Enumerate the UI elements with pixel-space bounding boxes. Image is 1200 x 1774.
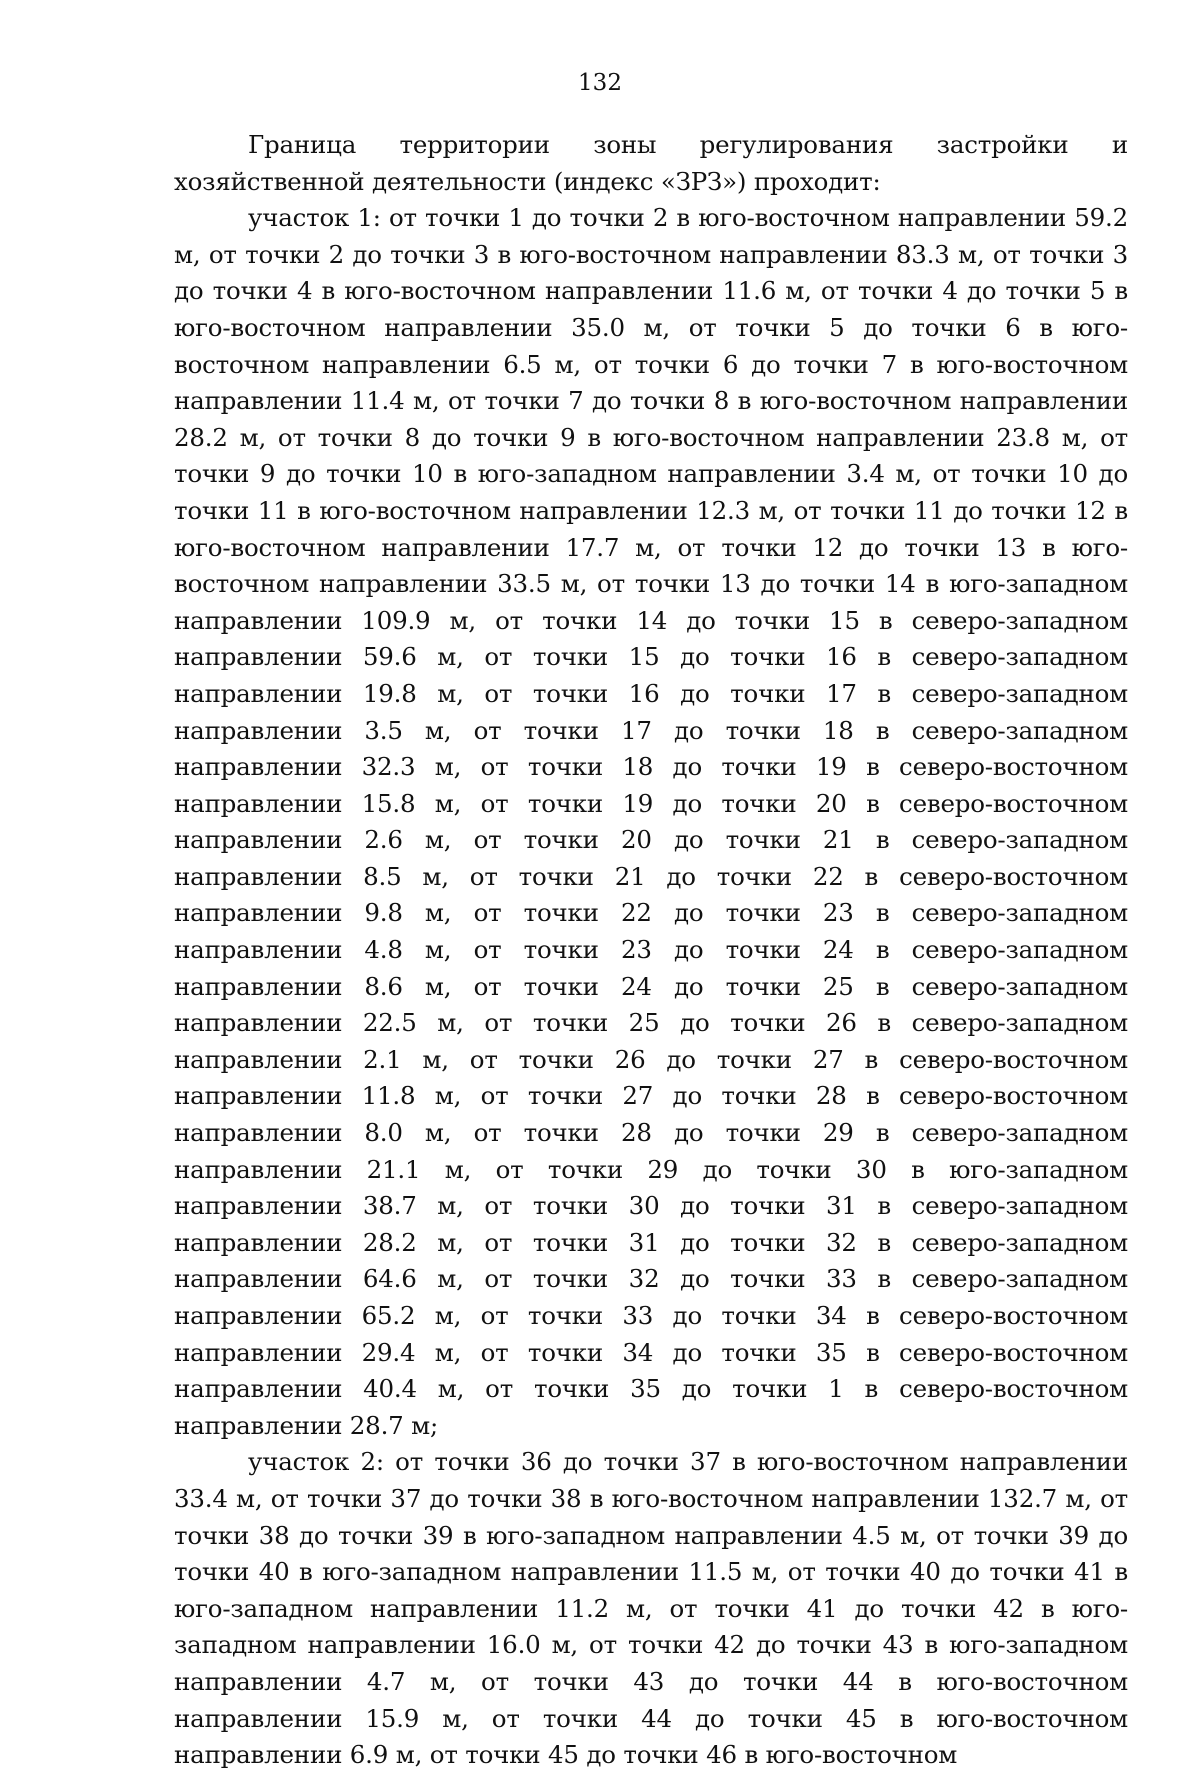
page-number: 132 <box>578 70 622 96</box>
section-1-paragraph: участок 1: от точки 1 до точки 2 в юго-восточном направлении 59.2 м, от точки 2 до точки 3 в юго-восточном направлении 83.3 м, от точки 3 до точки 4 в юго-восточном направлении 11.6 м, от точки 4 до точки 5 в юго-восточном направлении 35.0 м, от точки 5 до точки 6 в юго-восточном направлении 6.5 м, от точки 6 до точки 7 в юго-восточном направлении 11.4 м, от точки 7 до точки 8 в юго-восточном направлении 28.2 м, от точки 8 до точки 9 в юго-восточном направлении 23.8 м, от точки 9 до точки 10 в юго-западном направлении 3.4 м, от точки 10 до точки 11 в юго-восточном направлении 12.3 м, от точки 11 до точки 12 в юго-восточном направлении 17.7 м, от точки 12 до точки 13 в юго-восточном направлении 33.5 м, от точки 13 до точки 14 в юго-западном направлении 109.9 м, от точки 14 до точки 15 в северо-западном направлении 59.6 м, от точки 15 до точки 16 в северо-западном направлении 19.8 м, от точки 16 до точки 17 в северо-западном направлении 3.5 м, от точки 17 до точки 18 в северо-западном направлении 32.3 м, от точки 18 до точки 19 в северо-восточном направлении 15.8 м, от точки 19 до точки 20 в северо-восточном направлении 2.6 м, от точки 20 до точки 21 в северо-западном направлении 8.5 м, от точки 21 до точки 22 в северо-восточном направлении 9.8 м, от точки 22 до точки 23 в северо-западном направлении 4.8 м, от точки 23 до точки 24 в северо-западном направлении 8.6 м, от точки 24 до точки 25 в северо-западном направлении 22.5 м, от точки 25 до точки 26 в северо-западном направлении 2.1 м, от точки 26 до точки 27 в северо-восточном направлении 11.8 м, от точки 27 до точки 28 в северо-восточном направлении 8.0 м, от точки 28 до точки 29 в северо-западном направлении 21.1 м, от точки 29 до точки 30 в юго-западном направлении 38.7 м, от точки 30 до точки 31 в северо-западном направлении 28.2 м, от точки 31 до точки 32 в северо-западном направлении 64.6 м, от точки 32 до точки 33 в северо-западном направлении 65.2 м, от точки 33 до точки 34 в северо-восточном направлении 29.4 м, от точки 34 до точки 35 в северо-восточном направлении 40.4 м, от точки 35 до точки 1 в северо-восточном направлении 28.7 м; <box>174 203 1128 1440</box>
document-body <box>174 127 1128 1774</box>
section-2-paragraph: участок 2: от точки 36 до точки 37 в юго-восточном направлении 33.4 м, от точки 37 до точки 38 в юго-восточном направлении 132.7 м, от точки 38 до точки 39 в юго-западном направлении 4.5 м, от точки 39 до точки 40 в юго-западном направлении 11.5 м, от точки 40 до точки 41 в юго-западном направлении 11.2 м, от точки 41 до точки 42 в юго-западном направлении 16.0 м, от точки 42 до точки 43 в юго-западном направлении 4.7 м, от точки 43 до точки 44 в юго-восточном направлении 15.9 м, от точки 44 до точки 45 в юго-восточном направлении 6.9 м, от точки 45 до точки 46 в юго-восточном <box>174 1447 1128 1770</box>
intro-paragraph: Граница территории зоны регулирования застройки и хозяйственной деятельности (индекс «ЗРЗ») проходит: <box>174 130 1128 196</box>
